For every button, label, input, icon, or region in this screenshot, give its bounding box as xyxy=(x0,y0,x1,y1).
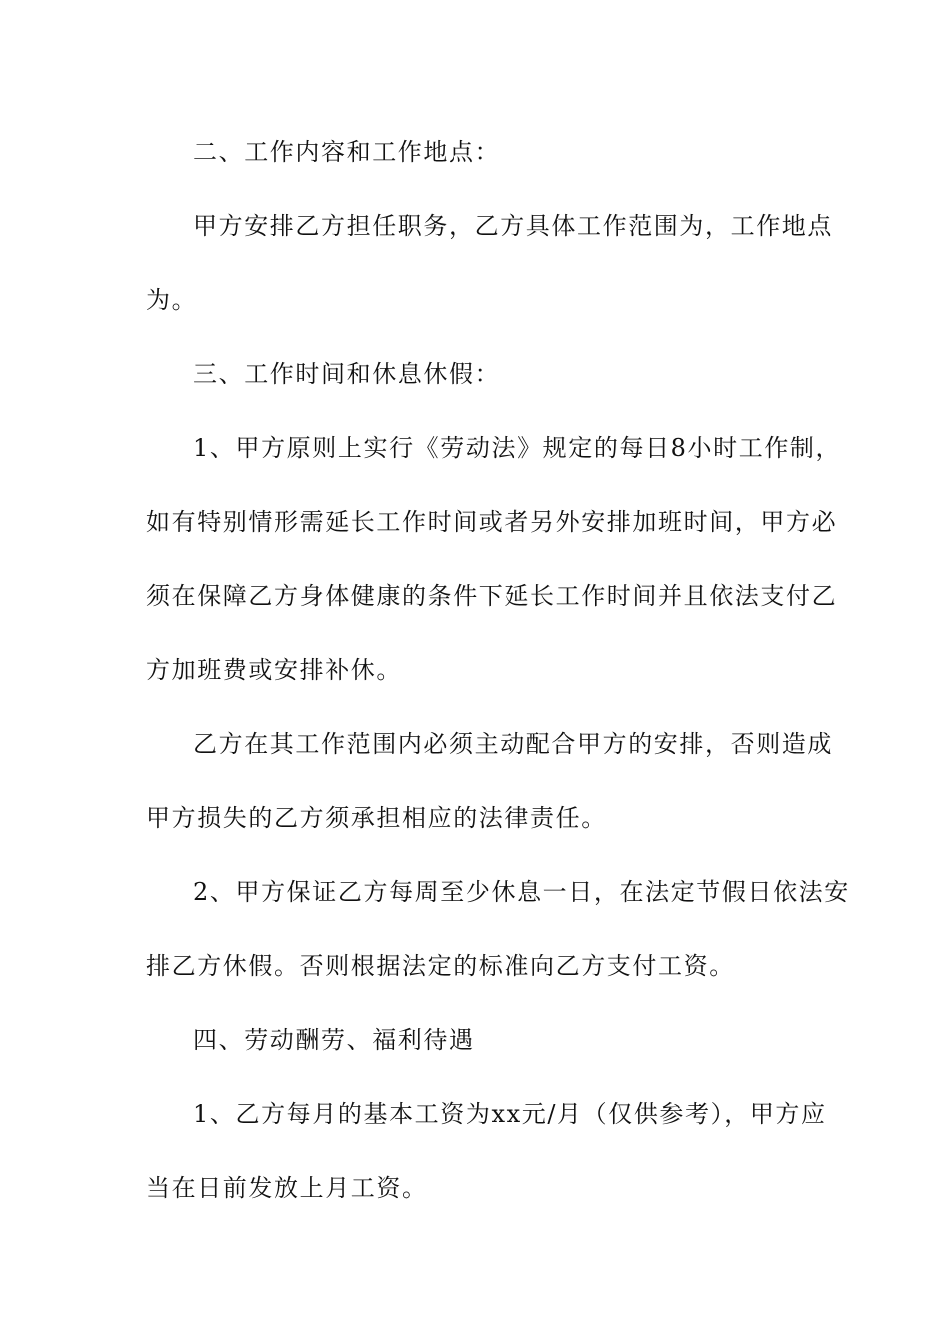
paragraph-line: 当在日前发放上月工资。 xyxy=(146,1174,428,1202)
paragraph-line: 方加班费或安排补休。 xyxy=(146,656,402,684)
section-heading-work-hours: 三、工作时间和休息休假： xyxy=(193,360,501,388)
paragraph-line: 为。 xyxy=(146,286,198,314)
paragraph-line: 如有特别情形需延长工作时间或者另外安排加班时间，甲方必 xyxy=(146,508,838,536)
paragraph-line: 须在保障乙方身体健康的条件下延长工作时间并且依法支付乙 xyxy=(146,582,838,610)
paragraph-line: 1、乙方每月的基本工资为xx元/月（仅供参考），甲方应 xyxy=(193,1100,827,1128)
section-heading-work-content: 二、工作内容和工作地点： xyxy=(193,138,501,166)
paragraph-line: 甲方安排乙方担任职务，乙方具体工作范围为，工作地点 xyxy=(193,212,833,240)
paragraph-line: 1、甲方原则上实行《劳动法》规定的每日8小时工作制， xyxy=(193,434,842,462)
paragraph-line: 2、甲方保证乙方每周至少休息一日，在法定节假日依法安 xyxy=(193,878,850,906)
section-heading-compensation: 四、劳动酬劳、福利待遇 xyxy=(193,1026,475,1054)
paragraph-line: 甲方损失的乙方须承担相应的法律责任。 xyxy=(146,804,607,832)
paragraph-line: 排乙方休假。否则根据法定的标准向乙方支付工资。 xyxy=(146,952,735,980)
paragraph-line: 乙方在其工作范围内必须主动配合甲方的安排，否则造成 xyxy=(193,730,833,758)
